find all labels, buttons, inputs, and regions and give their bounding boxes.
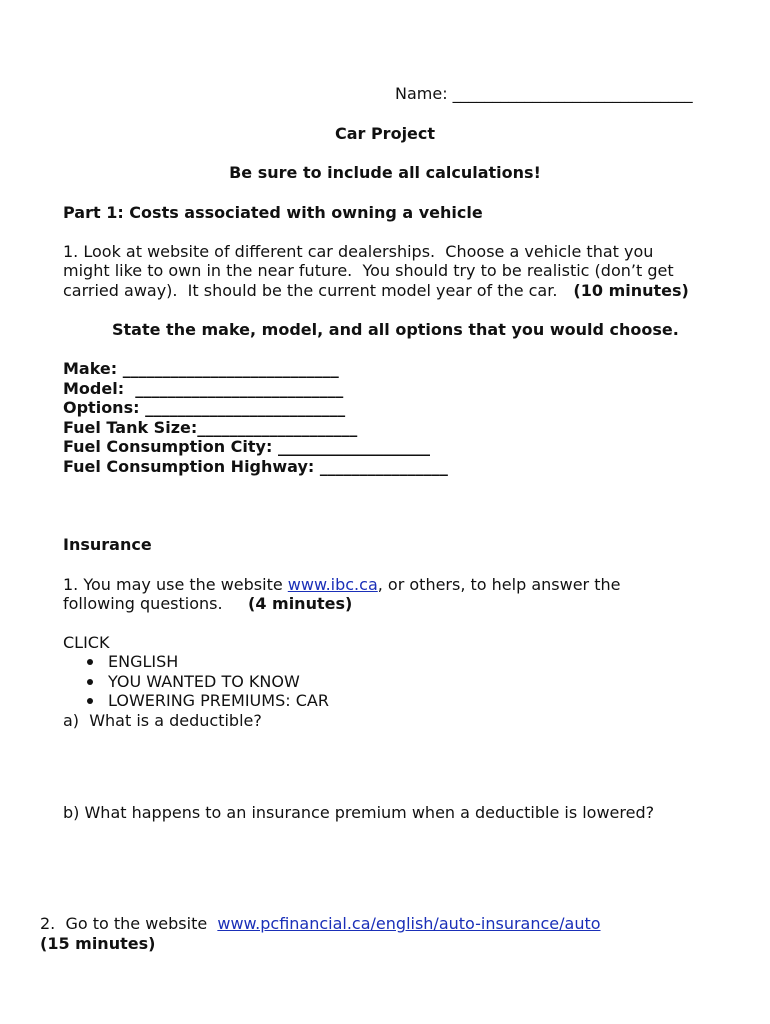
fuel-consumption-city-field: Fuel Consumption City: ___________________ bbox=[63, 437, 430, 456]
model-field: Model: __________________________ bbox=[63, 379, 344, 398]
part1-q1-line3-text: carried away). It should be the current model year of the car. bbox=[63, 281, 558, 300]
insurance-q1-line1 bbox=[63, 575, 620, 595]
name-field-label: Name: ______________________________ bbox=[395, 84, 693, 103]
question-a: a) What is a deductible? bbox=[63, 711, 262, 730]
part1-q1-line2: might like to own in the near future. You should try to be realistic (don’t get bbox=[63, 261, 674, 280]
bullet-icon bbox=[87, 679, 93, 685]
bullet-item-english: ENGLISH bbox=[108, 652, 179, 671]
fuel-consumption-highway-field: Fuel Consumption Highway: ________________ bbox=[63, 457, 448, 476]
bullet-item-lowering-premiums: LOWERING PREMIUMS: CAR bbox=[108, 691, 329, 710]
insurance-q1-suffix: , or others, to help answer the bbox=[377, 575, 621, 594]
insurance-q1-line2 bbox=[63, 594, 352, 614]
insurance-heading: Insurance bbox=[63, 535, 152, 554]
ibc-link[interactable]: www.ibc.ca bbox=[287, 575, 378, 594]
part2-prefix: 2. Go to the website bbox=[40, 914, 218, 933]
bullet-icon bbox=[87, 698, 93, 704]
make-field: Make: ___________________________ bbox=[63, 359, 339, 378]
instruction-text: Be sure to include all calculations! bbox=[229, 163, 541, 182]
insurance-q1-prefix: 1. You may use the website bbox=[63, 575, 288, 594]
insurance-q1-line2-text: following questions. bbox=[63, 594, 248, 613]
options-field: Options: _________________________ bbox=[63, 398, 346, 417]
bullet-item-you-wanted-to-know: YOU WANTED TO KNOW bbox=[108, 672, 300, 691]
question-b: b) What happens to an insurance premium when a deductible is lowered? bbox=[63, 803, 655, 822]
part1-q1-time: (10 minutes) bbox=[573, 281, 689, 300]
state-prompt: State the make, model, and all options that you would choose. bbox=[112, 320, 679, 339]
part2-line bbox=[40, 914, 601, 934]
page-title: Car Project bbox=[334, 124, 436, 143]
fuel-tank-size-field: Fuel Tank Size:____________________ bbox=[63, 418, 358, 437]
insurance-q1-time: (4 minutes) bbox=[248, 594, 353, 613]
part1-q1-line1: 1. Look at website of different car dealerships. Choose a vehicle that you bbox=[63, 242, 654, 261]
click-label: CLICK bbox=[63, 633, 110, 652]
bullet-icon bbox=[87, 659, 93, 665]
part1-q1-line3 bbox=[63, 281, 689, 301]
part1-heading: Part 1: Costs associated with owning a vehicle bbox=[63, 203, 483, 222]
part2-time: (15 minutes) bbox=[40, 934, 156, 953]
pcfinancial-link[interactable]: www.pcfinancial.ca/english/auto-insurance/auto bbox=[217, 914, 601, 933]
